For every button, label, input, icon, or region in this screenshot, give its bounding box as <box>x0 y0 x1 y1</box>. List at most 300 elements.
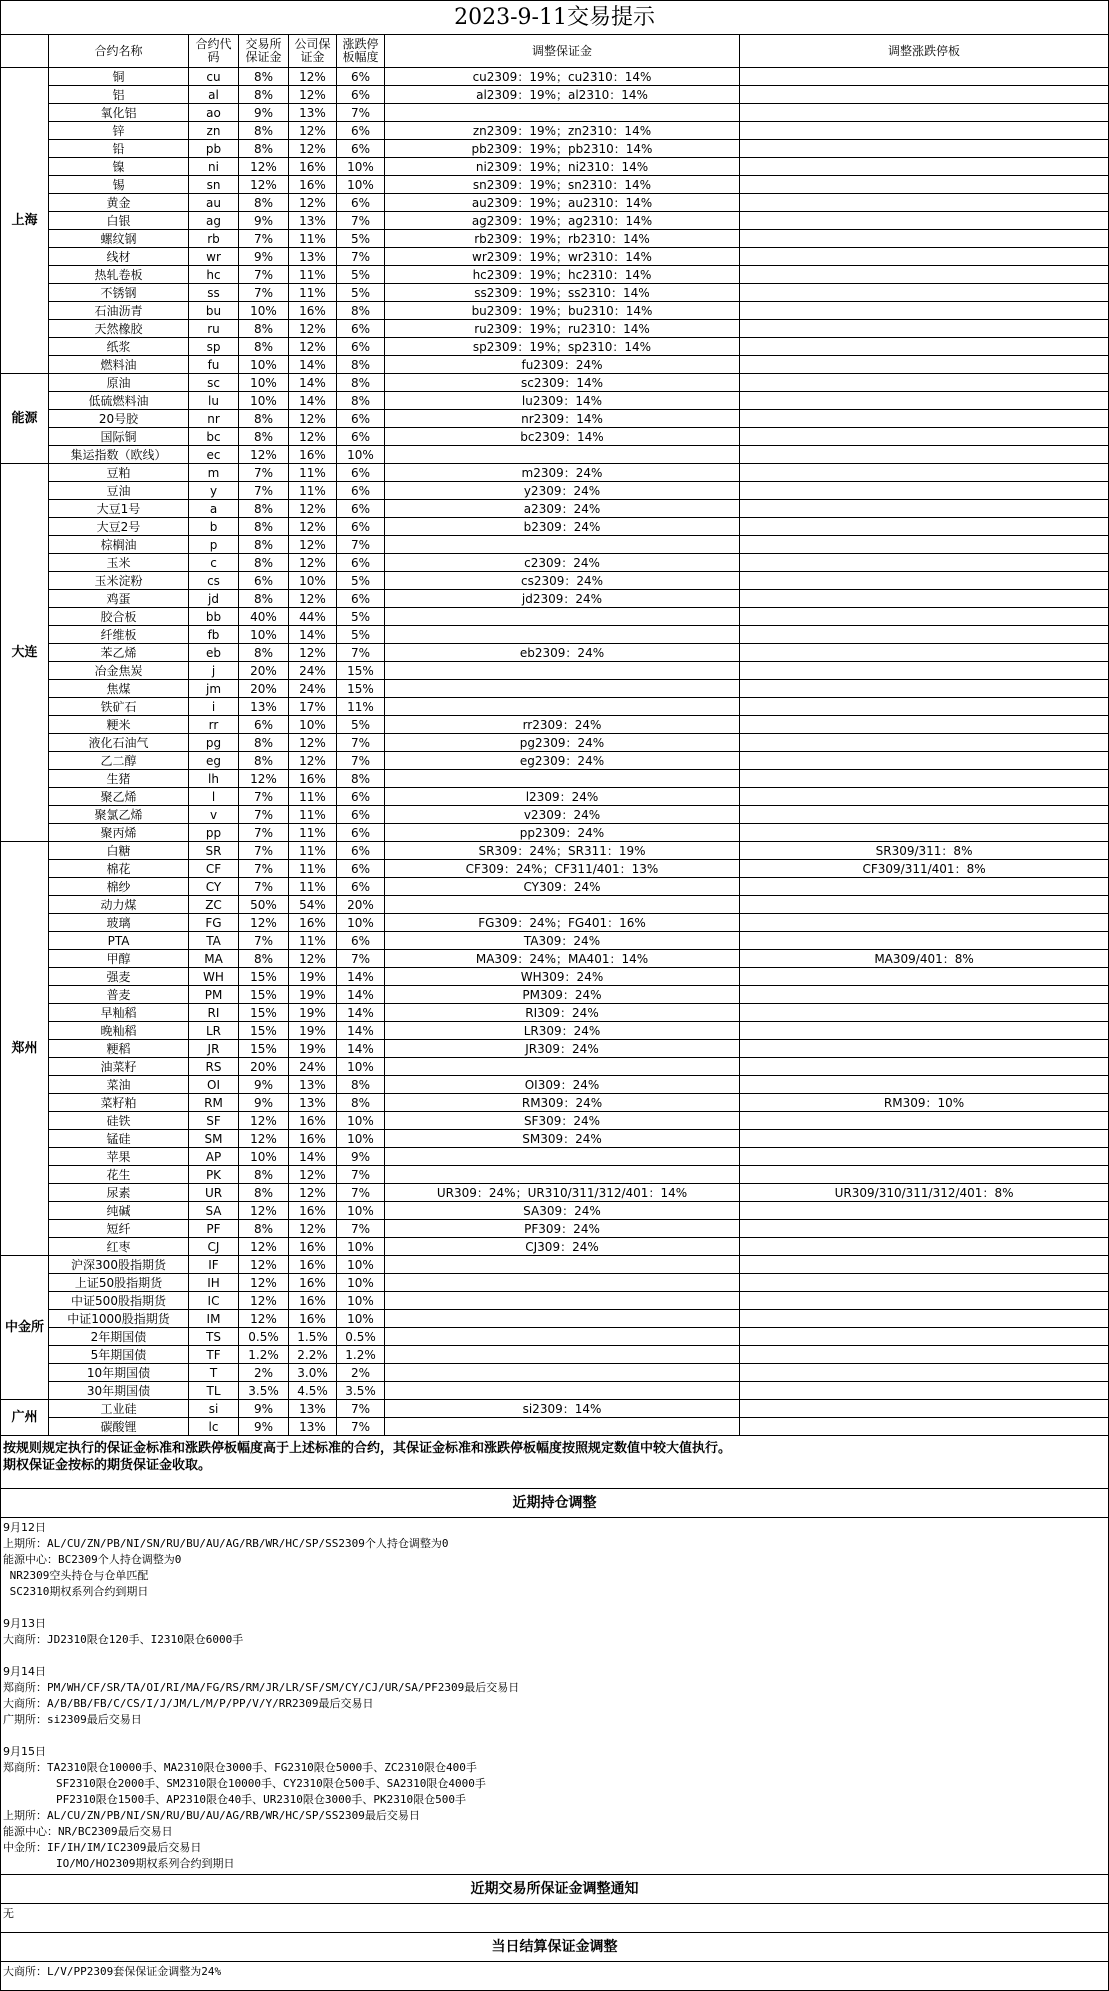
contract-code: CY <box>189 878 239 896</box>
price-limit: 20% <box>337 896 385 914</box>
adjusted-limit <box>740 1328 1109 1346</box>
company-margin: 14% <box>289 356 337 374</box>
adjusted-margin <box>385 536 740 554</box>
contract-row <box>1 284 1109 302</box>
contract-row <box>1 842 1109 860</box>
adjusted-margin: rr2309：24% <box>385 716 740 734</box>
contract-name: 黄金 <box>49 194 189 212</box>
adjusted-limit <box>740 194 1109 212</box>
contract-code: CF <box>189 860 239 878</box>
exchange-margin: 7% <box>239 788 289 806</box>
position-adjust-line: PF2310限仓1500手、AP2310限仓40手、UR2310限仓3000手、PK2310限仓500手 <box>3 1793 467 1806</box>
contract-code: CJ <box>189 1238 239 1256</box>
adjusted-margin: RM309：24% <box>385 1094 740 1112</box>
price-limit: 10% <box>337 158 385 176</box>
adjusted-limit <box>740 698 1109 716</box>
contract-code: j <box>189 662 239 680</box>
adjusted-margin: y2309：24% <box>385 482 740 500</box>
exchange-margin: 8% <box>239 1166 289 1184</box>
price-limit: 5% <box>337 284 385 302</box>
adjusted-margin <box>385 896 740 914</box>
contract-code: fb <box>189 626 239 644</box>
exchange-margin: 7% <box>239 824 289 842</box>
contract-name: 玻璃 <box>49 914 189 932</box>
contract-row <box>1 230 1109 248</box>
position-adjust-line: 中金所：IF/IH/IM/IC2309最后交易日 <box>3 1841 202 1854</box>
price-limit: 7% <box>337 536 385 554</box>
contract-name: 天然橡胶 <box>49 320 189 338</box>
adjusted-limit <box>740 464 1109 482</box>
adjusted-margin: UR309：24%；UR310/311/312/401：14% <box>385 1184 740 1202</box>
contract-row <box>1 1022 1109 1040</box>
header-contract-code: 合约代码 <box>189 35 239 68</box>
adjusted-margin <box>385 626 740 644</box>
contract-row <box>1 554 1109 572</box>
company-margin: 12% <box>289 410 337 428</box>
company-margin: 16% <box>289 1130 337 1148</box>
contract-name: PTA <box>49 932 189 950</box>
contract-code: pg <box>189 734 239 752</box>
adjusted-margin: v2309：24% <box>385 806 740 824</box>
contract-name: 锡 <box>49 176 189 194</box>
exchange-margin: 8% <box>239 68 289 86</box>
price-limit: 10% <box>337 1202 385 1220</box>
contract-name: 油菜籽 <box>49 1058 189 1076</box>
contract-row <box>1 446 1109 464</box>
adjusted-margin <box>385 1364 740 1382</box>
price-limit: 11% <box>337 698 385 716</box>
price-limit: 8% <box>337 392 385 410</box>
contract-row <box>1 428 1109 446</box>
contract-name: 纤维板 <box>49 626 189 644</box>
price-limit: 6% <box>337 590 385 608</box>
adjusted-limit <box>740 572 1109 590</box>
contract-code: fu <box>189 356 239 374</box>
exchange-margin: 12% <box>239 1112 289 1130</box>
exchange-margin: 12% <box>239 1274 289 1292</box>
exchange-margin: 7% <box>239 932 289 950</box>
adjusted-limit <box>740 1364 1109 1382</box>
exchange-margin: 12% <box>239 770 289 788</box>
contract-name: 苹果 <box>49 1148 189 1166</box>
contract-code: pp <box>189 824 239 842</box>
contract-row <box>1 302 1109 320</box>
adjusted-margin: WH309：24% <box>385 968 740 986</box>
contract-name: 菜油 <box>49 1076 189 1094</box>
contract-name: 花生 <box>49 1166 189 1184</box>
contract-name: 聚丙烯 <box>49 824 189 842</box>
adjusted-limit <box>740 554 1109 572</box>
price-limit: 10% <box>337 1130 385 1148</box>
price-limit: 7% <box>337 644 385 662</box>
price-limit: 7% <box>337 752 385 770</box>
adjusted-limit <box>740 1346 1109 1364</box>
exchange-margin: 7% <box>239 878 289 896</box>
contract-row <box>1 536 1109 554</box>
adjusted-limit <box>740 302 1109 320</box>
exchange-margin: 10% <box>239 374 289 392</box>
company-margin: 14% <box>289 392 337 410</box>
exchange-margin: 9% <box>239 212 289 230</box>
exchange-margin: 9% <box>239 1094 289 1112</box>
price-limit: 6% <box>337 86 385 104</box>
exchange-margin: 12% <box>239 1130 289 1148</box>
contract-code: au <box>189 194 239 212</box>
exchange-margin: 6% <box>239 572 289 590</box>
adjusted-margin: zn2309：19%；zn2310：14% <box>385 122 740 140</box>
contract-code: c <box>189 554 239 572</box>
exchange-margin: 7% <box>239 266 289 284</box>
price-limit: 0.5% <box>337 1328 385 1346</box>
contract-code: i <box>189 698 239 716</box>
adjusted-limit <box>740 518 1109 536</box>
company-margin: 12% <box>289 536 337 554</box>
adjusted-margin: rb2309：19%；rb2310：14% <box>385 230 740 248</box>
exchange-margin: 12% <box>239 158 289 176</box>
adjusted-limit <box>740 590 1109 608</box>
adjusted-margin: ni2309：19%；ni2310：14% <box>385 158 740 176</box>
exchange-margin: 8% <box>239 536 289 554</box>
contract-name: 强麦 <box>49 968 189 986</box>
adjusted-margin: sc2309：14% <box>385 374 740 392</box>
contract-row <box>1 194 1109 212</box>
adjusted-limit <box>740 788 1109 806</box>
company-margin: 12% <box>289 752 337 770</box>
price-limit: 5% <box>337 626 385 644</box>
exchange-margin: 15% <box>239 968 289 986</box>
rule-note-line-1: 按规则规定执行的保证金标准和涨跌停板幅度高于上述标准的合约，其保证金标准和涨跌停板幅度按照规定数值中较大值执行。 <box>3 1441 732 1456</box>
adjusted-margin: ss2309：19%；ss2310：14% <box>385 284 740 302</box>
company-margin: 11% <box>289 266 337 284</box>
company-margin: 16% <box>289 770 337 788</box>
contract-name: 30年期国债 <box>49 1382 189 1400</box>
exchange-margin: 2% <box>239 1364 289 1382</box>
region-label: 大连 <box>1 464 49 842</box>
contract-name: 锰硅 <box>49 1130 189 1148</box>
contract-code: IH <box>189 1274 239 1292</box>
exchange-margin: 8% <box>239 518 289 536</box>
price-limit: 10% <box>337 446 385 464</box>
adjusted-margin: CY309：24% <box>385 878 740 896</box>
company-margin: 54% <box>289 896 337 914</box>
company-margin: 11% <box>289 824 337 842</box>
adjusted-limit <box>740 1310 1109 1328</box>
adjusted-limit <box>740 626 1109 644</box>
company-margin: 10% <box>289 716 337 734</box>
contract-code: y <box>189 482 239 500</box>
header-price-limit: 涨跌停板幅度 <box>337 35 385 68</box>
price-limit: 6% <box>337 806 385 824</box>
contract-name: 短纤 <box>49 1220 189 1238</box>
company-margin: 16% <box>289 1292 337 1310</box>
exchange-margin: 8% <box>239 734 289 752</box>
position-adjust-heading: 近期持仓调整 <box>1 1489 1109 1518</box>
contract-row <box>1 1382 1109 1400</box>
contract-code: bu <box>189 302 239 320</box>
contract-name: 氧化铝 <box>49 104 189 122</box>
price-limit: 6% <box>337 500 385 518</box>
contract-code: ru <box>189 320 239 338</box>
contract-name: 中证1000股指期货 <box>49 1310 189 1328</box>
exchange-margin: 8% <box>239 410 289 428</box>
contract-code: IF <box>189 1256 239 1274</box>
company-margin: 16% <box>289 1310 337 1328</box>
adjusted-limit <box>740 1112 1109 1130</box>
adjusted-margin: OI309：24% <box>385 1076 740 1094</box>
contract-row <box>1 1040 1109 1058</box>
settlement-adjust-body: 大商所：L/V/PP2309套保保证金调整为24% <box>1 1962 1109 1991</box>
contract-name: 晚籼稻 <box>49 1022 189 1040</box>
contract-code: sn <box>189 176 239 194</box>
contract-code: jm <box>189 680 239 698</box>
contract-row <box>1 1166 1109 1184</box>
contract-code: v <box>189 806 239 824</box>
position-adjust-body <box>1 1518 1109 1875</box>
position-adjust-line: 广期所：si2309最后交易日 <box>3 1713 142 1726</box>
contract-name: 5年期国债 <box>49 1346 189 1364</box>
contract-row <box>1 374 1109 392</box>
price-limit: 6% <box>337 932 385 950</box>
adjusted-limit <box>740 1238 1109 1256</box>
exchange-margin: 20% <box>239 680 289 698</box>
company-margin: 4.5% <box>289 1382 337 1400</box>
contract-name: 液化石油气 <box>49 734 189 752</box>
contract-code: TF <box>189 1346 239 1364</box>
contract-name: 普麦 <box>49 986 189 1004</box>
company-margin: 16% <box>289 1256 337 1274</box>
company-margin: 14% <box>289 1148 337 1166</box>
contract-row <box>1 644 1109 662</box>
adjusted-margin: bu2309：19%；bu2310：14% <box>385 302 740 320</box>
adjusted-margin: FG309：24%；FG401：16% <box>385 914 740 932</box>
contract-code: ao <box>189 104 239 122</box>
contract-row <box>1 86 1109 104</box>
contract-row <box>1 140 1109 158</box>
contract-name: 铝 <box>49 86 189 104</box>
contract-row <box>1 338 1109 356</box>
price-limit: 6% <box>337 194 385 212</box>
exchange-margin: 9% <box>239 248 289 266</box>
adjusted-margin: sp2309：19%；sp2310：14% <box>385 338 740 356</box>
adjusted-limit: RM309：10% <box>740 1094 1109 1112</box>
adjusted-limit <box>740 662 1109 680</box>
contract-name: 沪深300股指期货 <box>49 1256 189 1274</box>
price-limit: 3.5% <box>337 1382 385 1400</box>
contract-row <box>1 1094 1109 1112</box>
adjusted-margin <box>385 1256 740 1274</box>
contract-code: TA <box>189 932 239 950</box>
contract-row <box>1 1202 1109 1220</box>
contract-name: 线材 <box>49 248 189 266</box>
company-margin: 12% <box>289 140 337 158</box>
price-limit: 7% <box>337 248 385 266</box>
contract-row <box>1 626 1109 644</box>
contract-name: 玉米 <box>49 554 189 572</box>
exchange-margin-notice-heading: 近期交易所保证金调整通知 <box>1 1875 1109 1904</box>
adjusted-margin <box>385 1382 740 1400</box>
exchange-margin: 9% <box>239 1076 289 1094</box>
adjusted-margin: m2309：24% <box>385 464 740 482</box>
contract-row <box>1 518 1109 536</box>
company-margin: 12% <box>289 590 337 608</box>
contract-code: ag <box>189 212 239 230</box>
adjusted-margin: au2309：19%；au2310：14% <box>385 194 740 212</box>
price-limit: 7% <box>337 1166 385 1184</box>
header-row <box>1 35 1109 68</box>
company-margin: 16% <box>289 1112 337 1130</box>
price-limit: 8% <box>337 770 385 788</box>
contract-name: 国际铜 <box>49 428 189 446</box>
exchange-margin: 10% <box>239 302 289 320</box>
position-adjust-line: 上期所：AL/CU/ZN/PB/NI/SN/RU/BU/AU/AG/RB/WR/HC/SP/SS2309最后交易日 <box>3 1809 420 1822</box>
company-margin: 2.2% <box>289 1346 337 1364</box>
contract-code: JR <box>189 1040 239 1058</box>
adjusted-margin: SA309：24% <box>385 1202 740 1220</box>
exchange-margin: 15% <box>239 1022 289 1040</box>
contract-name: 苯乙烯 <box>49 644 189 662</box>
company-margin: 12% <box>289 1220 337 1238</box>
contract-row <box>1 734 1109 752</box>
contract-row <box>1 1238 1109 1256</box>
adjusted-margin: sn2309：19%；sn2310：14% <box>385 176 740 194</box>
price-limit: 6% <box>337 518 385 536</box>
adjusted-margin <box>385 698 740 716</box>
company-margin: 24% <box>289 680 337 698</box>
exchange-margin: 3.5% <box>239 1382 289 1400</box>
company-margin: 12% <box>289 554 337 572</box>
contract-row <box>1 860 1109 878</box>
company-margin: 11% <box>289 482 337 500</box>
company-margin: 16% <box>289 914 337 932</box>
contract-code: FG <box>189 914 239 932</box>
contract-row <box>1 572 1109 590</box>
contract-code: jd <box>189 590 239 608</box>
adjusted-margin: fu2309：24% <box>385 356 740 374</box>
contract-row <box>1 1292 1109 1310</box>
exchange-margin: 7% <box>239 806 289 824</box>
contract-name: 碳酸锂 <box>49 1418 189 1436</box>
contract-name: 白银 <box>49 212 189 230</box>
adjusted-limit <box>740 824 1109 842</box>
contract-code: m <box>189 464 239 482</box>
price-limit: 6% <box>337 428 385 446</box>
adjusted-margin <box>385 1346 740 1364</box>
contract-name: 胶合板 <box>49 608 189 626</box>
adjusted-limit <box>740 482 1109 500</box>
contract-code: zn <box>189 122 239 140</box>
contract-code: RM <box>189 1094 239 1112</box>
contract-code: wr <box>189 248 239 266</box>
contract-row <box>1 1112 1109 1130</box>
contract-name: 铁矿石 <box>49 698 189 716</box>
company-margin: 13% <box>289 248 337 266</box>
contract-name: 热轧卷板 <box>49 266 189 284</box>
contract-name: 乙二醇 <box>49 752 189 770</box>
exchange-margin: 9% <box>239 1400 289 1418</box>
adjusted-margin <box>385 608 740 626</box>
exchange-margin: 8% <box>239 1184 289 1202</box>
price-limit: 7% <box>337 1400 385 1418</box>
company-margin: 19% <box>289 968 337 986</box>
contract-name: 棉花 <box>49 860 189 878</box>
adjusted-margin: pg2309：24% <box>385 734 740 752</box>
price-limit: 6% <box>337 878 385 896</box>
contract-name: 棉纱 <box>49 878 189 896</box>
contract-code: PM <box>189 986 239 1004</box>
position-adjust-group <box>3 1664 1106 1728</box>
adjusted-limit <box>740 1076 1109 1094</box>
position-adjust-line: 能源中心：BC2309个人持仓调整为0 <box>3 1553 182 1566</box>
price-limit: 6% <box>337 842 385 860</box>
adjusted-margin <box>385 770 740 788</box>
adjusted-limit <box>740 770 1109 788</box>
contract-code: AP <box>189 1148 239 1166</box>
contract-name: 动力煤 <box>49 896 189 914</box>
company-margin: 19% <box>289 1040 337 1058</box>
adjusted-limit <box>740 1418 1109 1436</box>
contract-name: 聚乙烯 <box>49 788 189 806</box>
adjusted-limit <box>740 248 1109 266</box>
price-limit: 8% <box>337 356 385 374</box>
contract-row <box>1 878 1109 896</box>
exchange-margin: 6% <box>239 716 289 734</box>
exchange-margin: 8% <box>239 122 289 140</box>
adjusted-margin: jd2309：24% <box>385 590 740 608</box>
exchange-margin: 8% <box>239 194 289 212</box>
adjusted-margin <box>385 1166 740 1184</box>
company-margin: 19% <box>289 1022 337 1040</box>
rule-note-line-2: 期权保证金按标的期货保证金收取。 <box>3 1458 212 1473</box>
contract-row <box>1 1310 1109 1328</box>
adjusted-margin: c2309：24% <box>385 554 740 572</box>
adjusted-limit <box>740 1220 1109 1238</box>
contract-row <box>1 752 1109 770</box>
price-limit: 6% <box>337 482 385 500</box>
adjusted-limit <box>740 932 1109 950</box>
contract-code: RI <box>189 1004 239 1022</box>
contract-name: 上证50股指期货 <box>49 1274 189 1292</box>
contract-name: 20号胶 <box>49 410 189 428</box>
adjusted-margin <box>385 1328 740 1346</box>
company-margin: 12% <box>289 500 337 518</box>
contract-code: cs <box>189 572 239 590</box>
position-adjust-line: NR2309空头持仓与仓单匹配 <box>3 1569 149 1582</box>
price-limit: 8% <box>337 1076 385 1094</box>
adjusted-limit <box>740 878 1109 896</box>
adjusted-margin: SM309：24% <box>385 1130 740 1148</box>
adjusted-limit: UR309/310/311/312/401：8% <box>740 1184 1109 1202</box>
company-margin: 16% <box>289 176 337 194</box>
adjusted-margin: si2309：14% <box>385 1400 740 1418</box>
price-limit: 1.2% <box>337 1346 385 1364</box>
company-margin: 11% <box>289 842 337 860</box>
contract-row <box>1 590 1109 608</box>
contract-code: ni <box>189 158 239 176</box>
adjusted-limit <box>740 716 1109 734</box>
contract-name: 大豆2号 <box>49 518 189 536</box>
adjusted-margin: PF309：24% <box>385 1220 740 1238</box>
contract-row <box>1 482 1109 500</box>
contract-code: rr <box>189 716 239 734</box>
contract-name: 聚氯乙烯 <box>49 806 189 824</box>
position-adjust-date: 9月15日 <box>3 1745 46 1758</box>
adjusted-limit <box>740 122 1109 140</box>
contract-row <box>1 1130 1109 1148</box>
contract-code: LR <box>189 1022 239 1040</box>
contract-name: 纯碱 <box>49 1202 189 1220</box>
contract-name: 红枣 <box>49 1238 189 1256</box>
company-margin: 16% <box>289 1274 337 1292</box>
